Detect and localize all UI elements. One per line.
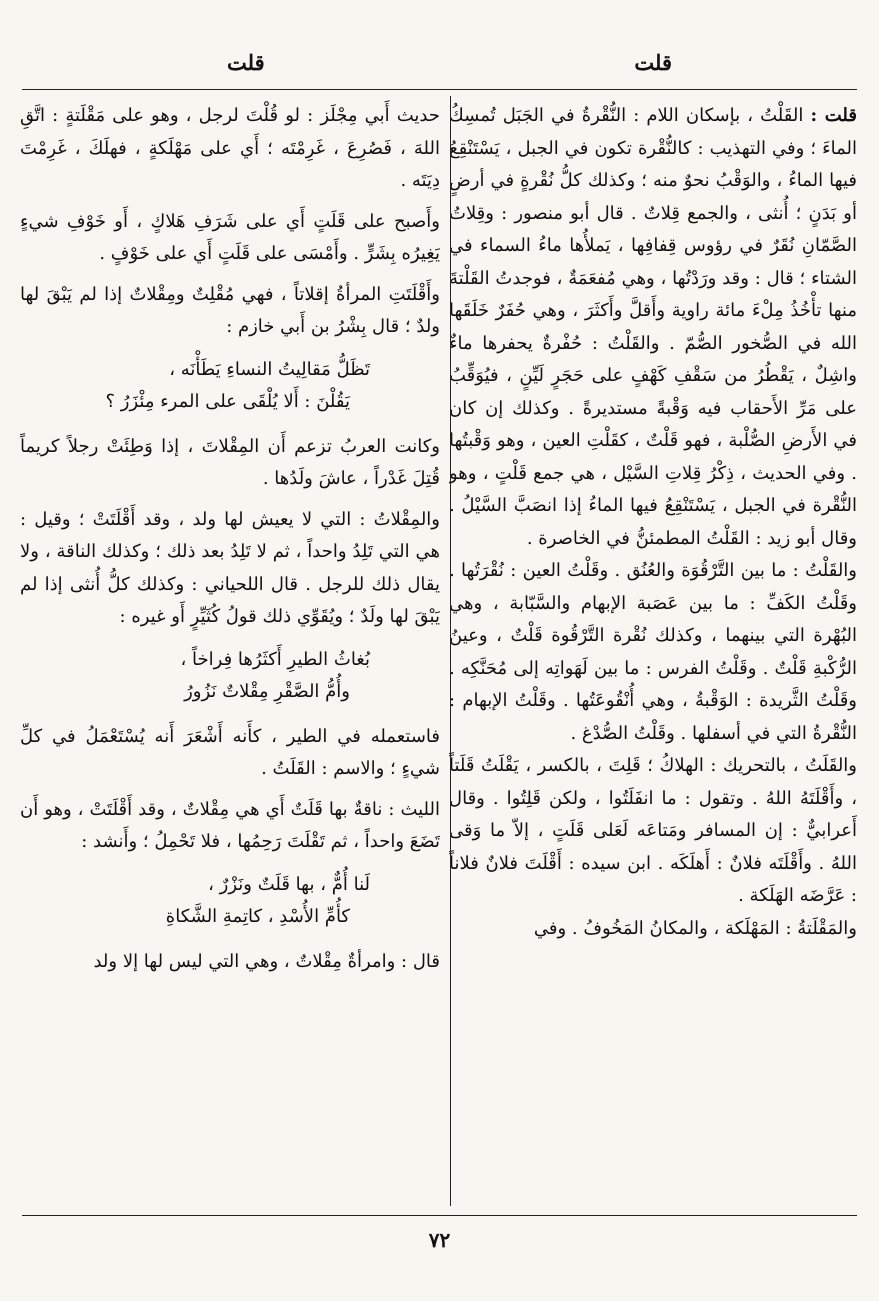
verse-line: وأُمُّ الصَّقْرِ مِقْلاتٌ نَزُورُ — [184, 681, 350, 702]
paragraph: والمِقْلاتُ : التي لا يعيش لها ولد ، وقد أَقْلَتَتْ ؛ وقيل : هي التي تَلِدُ واحداً ، ثم لا تَلِدُ بعد ذلك ؛ وكذلك الناقة ، ولا يقال ذلك للرجل . قال اللحياني : وكذلك كلُّ أُنثى إذا لم يَبْقَ لها ولَدٌ ؛ ويُقَوِّي ذلك قولُ كُثَيِّرٍ أَو غيره : — [20, 508, 440, 627]
paragraph: وأَصبح على قَلَتٍ أَي على شَرَفِ هَلاكٍ ، أَو خَوْفِ شيءٍ يَغِيرُه بِشَرٍّ . وأَمْسَى على قَلَتٍ أَي على خَوْفٍ . — [20, 210, 440, 264]
verse-line: كأُمِّ الأُسْدِ ، كاتِمةِ الشَّكاةِ — [165, 906, 350, 927]
bottom-rule — [22, 1215, 857, 1216]
top-rule — [22, 89, 857, 90]
header-word-right: قلت — [634, 50, 672, 75]
right-column — [449, 100, 857, 1205]
paragraph: حديث أَبي مِجْلَز : لو قُلْتَ لرجل ، وهو على مَقْلَتةٍ : اتَّقِ اللهَ ، فَصُرِعَ ، غَرِمْتَه ؛ أَي على مَهْلَكةٍ ، فهلَكَ ، غَرِمْتَ دِيَتَه . — [20, 105, 440, 191]
paragraph: قال : وامرأةٌ مِقْلاتٌ ، وهي التي ليس لها إلا ولد — [93, 950, 440, 972]
verse-line: لَنا أُمٌّ ، بها قَلَتٌ ونَزْرٌ ، — [208, 873, 370, 895]
verse-quote — [20, 644, 440, 709]
paragraph: فاستعمله في الطير ، كأَنه أَشْعَرَ أَنه يُسْتَعْمَلُ في كلِّ شيءٍ ؛ والاسم : القَلَتُ . — [20, 725, 440, 779]
verse-quote — [20, 354, 440, 419]
verse-line: تَظَلُّ مَقالِيتُ النساءِ يَطَأْنَه ، — [169, 358, 370, 380]
paragraph-text: القَلْتُ ، بإسكان اللام : النُّقْرةُ في الجَبَل تُمسِكُ الماءَ ؛ وفي التهذيب : كالنُّقْرة تكون في الجبل ، يَسْتَنْقِعُ فيها الماءُ ، والوَقْبُ نحوٌ منه ؛ وكذلك كلُّ نُقْرةٍ في أرضٍ أو بَدَنٍ ؛ أُنثى ، والجمع قِلاتٌ . قال أبو منصور : وقِلاتُ الصَّمّانِ نُقَرٌ في رؤوس قِفافِها ، يَملأُها ماءُ السماء في الشتاء ؛ قال : وقد ورَدْتُها ، وهي مُفعَمَةٌ ، فوجدتُ القَلْتةَ منها تأْخُذُ مِلْءَ مائة راوية وأَقلَّ وأَكثَرَ ، وهي حُفَرٌ خَلَقَها الله في الصُّخور الصُّمّ . والقَلْتُ : حُفْرةٌ يحفرها ماءٌ واشِلٌ ، يَقْطُرُ من سَقْفِ كَهْفٍ على حَجَرٍ لَيِّنٍ ، فيُوَقِّبُ على مَرِّ الأَحقاب فيه وَقْبةً مستديرةً . وكذلك إن كان في الأَرضِ الصُّلْبة ، فهو قَلْتٌ ، كقَلْتِ العين ، وهو وَقْبتُها . وفي الحديث ، ذِكْرُ قِلاتِ السَّيْل ، هي جمع قَلْتٍ ، وهو النُّقْرة في الجبل ، يَسْتَنْقِعُ فيها الماءُ إذا انصَبَّ السَّيْلُ . وقال أبو زيد : القَلْتُ المطمئنُّ في الخاصرة . — [449, 105, 857, 549]
verse-line: بُغاثُ الطيرِ أَكثَرُها فِراخاً ، — [180, 648, 370, 670]
page-header — [22, 50, 857, 84]
left-column — [20, 100, 440, 1205]
verse-quote — [20, 869, 440, 934]
paragraph: الليث : ناقةٌ بها قَلَتٌ أَي هي مِقْلاتٌ ، وقد أَقْلَتَتْ ، وهو أَن تَضَعَ واحداً ، ثم تَقْلَتَ رَحِمُها ، فلا تَحْمِلُ ؛ وأَنشد : — [20, 798, 440, 852]
paragraph: والمَقْلَتةُ : المَهْلَكة ، والمكانُ المَخُوفُ . وفي — [533, 917, 857, 939]
verse-line: يَقُلْنَ : أَلا يُلْقَى على المرء مِئْزَرُ ؟ — [105, 391, 350, 412]
column-divider — [450, 96, 451, 1206]
paragraph: وكانت العربُ تزعم أَن المِقْلاتَ ، إذا وَطِئَتْ رجلاً كريماً قُتِلَ غَدْراً ، عاشَ ولَدُها . — [20, 435, 440, 489]
paragraph: وأَقْلَتَتِ المرأةُ إقلاتاً ، فهي مُقْلِتٌ ومِقْلاتٌ إذا لم يَبْقَ لها ولدٌ ؛ قال بِشْرُ بن أَبي خازم : — [20, 283, 440, 337]
header-word-left: قلت — [227, 50, 265, 75]
page-number: ٧٢ — [428, 1228, 451, 1252]
entry-first-paragraph — [449, 100, 857, 555]
paragraph: والقَلْتُ : ما بين التَّرْقُوَة والعُنُق . وقَلْتُ العين : نُقْرَتُها . وقَلْتُ الكَفِّ : ما بين عَصَبة الإبهام والسَّبّابة ، وهي البُهْرة التي بينهما ، وكذلك نُقْرة التَّرْقُوة قَلْتٌ ، وعينُ الرُّكْبةِ قَلْتٌ . وقَلْتُ الفرس : ما بين لَهَواتِه إلى مُحَنَّكِه . وقَلْتُ الثَّريدة : الوَقْبةُ ، وهي أُنْقُوعَتُها . وقَلْتُ الإبهام : النُّقْرةُ التي في أسفلها . وقَلْتُ الصُّدْغ . — [449, 560, 857, 744]
paragraph: والقَلَتُ ، بالتحريك : الهلاكُ ؛ قَلِتَ ، بالكسر ، يَقْلَتُ قَلَتاً ، وأَقْلَتَهُ اللهُ . وتقول : ما انفَلَتُوا ، ولكن قَلِتُوا . وقال أَعرابيٌّ : إن المسافر ومَتاعَه لَعَلى قَلَتٍ ، إلاّ ما وَقى اللهُ . وأَقْلَتَه فلانٌ : أَهلَكَه . ابن سيده : أَقْلَتَ فلانٌ فلاناً : عَرَّضَه الهَلَكة . — [449, 755, 857, 906]
entry-headword: قلت : — [810, 105, 857, 126]
